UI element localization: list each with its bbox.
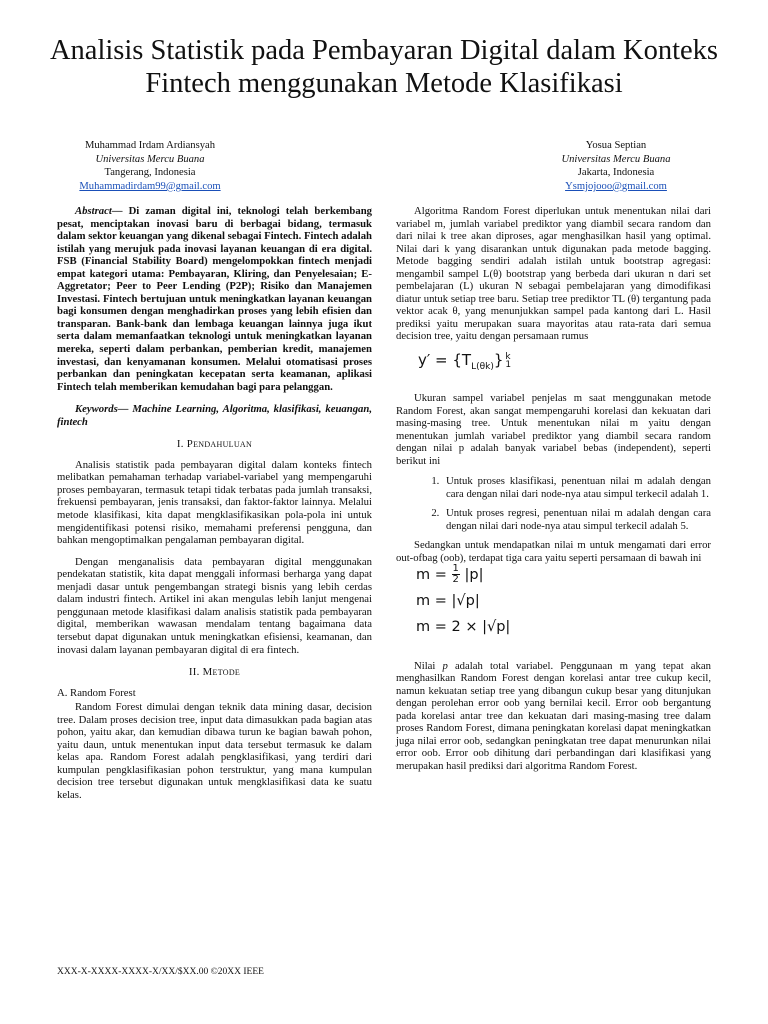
fraction: $\frac{1}{2}$ xyxy=(452,563,459,586)
author-location: Jakarta, Indonesia xyxy=(577,167,655,179)
author-affiliation: Universitas Mercu Buana xyxy=(561,153,671,165)
section-heading-introduction: I. Pendahuluan xyxy=(176,438,253,451)
m-formula-2: m = |√p| xyxy=(416,592,480,609)
abstract-text: Di zaman digital ini, teknologi telah berkembang pesat, menciptakan inovasi baru di berbagai bidang, termasuk dalam sektor keuangan yang dikenal sebagai Fintech. Fintech adalah istilah yang merujuk pada inovasi layanan keuangan di era digital. FSB (Financial Stability Board) mengelompokkan fintech menjadi empat kategori utama: Pembayaran, Kliring, dan Penyelesaian; E-Aggretator; Peer to Peer Lending (P2P); Risiko dan Manajemen Investasi. Fintech bertujuan untuk meningkatkan layanan keuangan bagi konsumen dengan menghadirkan proses yang lebih efisien dan transparan. Bank-bank dan lembaga keuangan lainnya juga ikut serta dalam memanfaatkan teknologi untuk meningkatkan layanan mereka, seperti dalam perbankan, pemberian kredit, manajemen investasi, dan kenyamanan konsumen. Melalui otomatisasi proses perbankan dan peningkatan kecepatan serta keamanan, aplikasi Fintech telah memberikan kemudahan bagi para pelanggan. xyxy=(57,205,372,393)
paper-title: Analisis Statistik pada Pembayaran Digital dalam Konteks Fintech menggunakan Metode Klasifikasi xyxy=(49,35,719,99)
rf-paragraph-1: Algoritma Random Forest diperlukan untuk menentukan nilai dari variabel m, jumlah variabel prediktor yang diambil secara random dan dari nilai k tree akan diproses, agar menghasilkan hasil yang optimal. Nilai dari k yang disarankan untuk digunakan pada metode bagging. Metode bagging sendiri adalah istilah untuk bootstrap agregasi: mengambil sampel L(θ) bootstrap yang berbeda dari ukuran n dari set pembelajaran (L) ukuran N sebagai pembelajaran yang dimodifikasi diatur untuk setiap tree baru. Setiap tree prediktor TL (θ) tergantung pada vektor acak θ, yang menunjukkan sampel pada kantong dari L. Hasil prediksi yaitu merupakan suara mayoritas atau rata-rata dari semua decision tree, yaitu dengan persamaan rumus xyxy=(396,205,711,343)
list-item: 1. Untuk proses klasifikasi, penentuan nilai m adalah dengan cara dengan nilai dari node-nya atau simpul terkecil adalah 1. xyxy=(442,475,711,500)
author-name: Muhammad Irdam Ardiansyah xyxy=(84,140,216,151)
method-paragraph-1: Random Forest dimulai dengan teknik data mining dasar, decision tree. Dalam proses decision tree, input data dimasukkan pada bagian atas pohon, yaitu akar, dan kemudian dibawa turun ke bagian bawah pohon, yaitu daun, untuk menentukan input data tersebut termasuk ke dalam kelas apa. Random Forest adalah pengklasifikasi, yang terdiri dari kumpulan pengklasifikasian pohon terstruktur, yang mana kumpulan decision tree tersebut digunakan untuk mengklasifikasi data ke suatu kelas. xyxy=(57,701,372,801)
author-affiliation: Universitas Mercu Buana xyxy=(95,153,205,165)
left-column xyxy=(57,205,372,802)
m-value-list xyxy=(396,475,711,532)
author-block-1 xyxy=(20,139,280,193)
author-name: Yosua Septian xyxy=(585,140,647,151)
right-column xyxy=(396,205,711,773)
rf-paragraph-4: Nilai p adalah total variabel. Penggunaan m yang tepat akan menghasilkan Random Forest dengan korelasi antar tree cukup kecil, namun kekuatan setiap tree yang dibangun cukup besar yang ditunjukan dengan perolehan error oob yang bernilai kecil. Error oob bergantung pada korelasi antar tree dan kekuatan dari masing-masing tree dalam proses Random Forest, dimana peningkatan korelasi dapat meningkatkan juga nilai error oob, sedangkan peningkatan tree dapat menurunkan nilai error oob. Error oob dihitung dari perbandingan dari klasifikasi yang merupakan hasil prediksi dari algoritma Random Forest. xyxy=(396,659,711,772)
m-formulas xyxy=(416,562,711,640)
author-location: Tangerang, Indonesia xyxy=(104,167,196,179)
copyright-footer: XXX-X-XXXX-XXXX-X/XX/$XX.00 ©20XX IEEE xyxy=(57,967,264,977)
intro-paragraph-2: Dengan menganalisis data pembayaran digital menggunakan pendekatan statistik, kita dapat menggali informasi berharga yang dapat menjadi dasar untuk pengembangan strategi bisnis yang lebih cerdas dalam industri fintech. Artikel ini akan mengulas lebih lanjut mengenai penggunaan metode klasifikasi dalam analisis statistik pada pembayaran digital, memberikan wawasan mendalam tentang bagaimana data tersebut dapat digunakan untuk meningkatkan efisiensi, keamanan, dan inovasi dalam layanan pembayaran digital di era fintech. xyxy=(57,555,372,656)
prediction-formula: $y' = \{T_{L(\theta k)}\}$ k 1 xyxy=(418,351,512,373)
m-formula-1: m = $\frac{1}{2}$ |p| xyxy=(416,563,484,586)
subsection-heading-random-forest: A. Random Forest xyxy=(57,686,136,699)
m-formula-3: m = 2 × |√p| xyxy=(416,618,511,635)
abstract-label: Abstract— xyxy=(75,205,123,217)
list-item: 2. Untuk proses regresi, penentuan nilai m adalah dengan cara dengan nilai dari node-nya atau simpul terkecil adalah 5. xyxy=(442,507,711,532)
section-heading-method: II. Metode xyxy=(188,666,241,679)
abstract xyxy=(57,205,372,393)
rf-paragraph-2: Ukuran sampel variabel penjelas m saat menggunakan metode Random Forest, akan sangat mempengaruhi korelasi dan kekuatan dari masing-masing tree. Untuk menentukan nilai m yaitu dengan menentukan jumlah variabel prediktor yang diambil secara random dengan nilai p adalah banyak variabel bebas (independent), seperti berikut ini xyxy=(396,392,711,467)
author-email-link[interactable]: Ysmjojooo@gmail.com xyxy=(565,180,667,192)
keywords: Keywords— Machine Learning, Algoritma, klasifikasi, keuangan, fintech xyxy=(57,403,372,428)
author-email-link[interactable]: Muhammadirdam99@gmail.com xyxy=(79,180,221,192)
rf-paragraph-3: Sedangkan untuk mendapatkan nilai m untuk mengamati dari error out-ofbag (oob), terdapat tiga cara yaitu seperti persamaan di bawah ini xyxy=(396,539,711,565)
author-block-2 xyxy=(486,139,746,193)
intro-paragraph-1: Analisis statistik pada pembayaran digital dalam konteks fintech melibatkan pemahaman terhadap variabel-variabel yang mempengaruhi proses pembayaran, termasuk tetapi tidak terbatas pada jumlah transaksi, frekuensi pembayaran, jenis transaksi, dan faktor-faktor lainnya. Melalui metode klasifikasi, kita dapat mengklasifikasikan pola-pola ini untuk mengidentifikasi potensi risiko, memahami preferensi pengguna, dan bahkan mengoptimalkan pengalaman pembayaran digital. xyxy=(57,458,372,547)
